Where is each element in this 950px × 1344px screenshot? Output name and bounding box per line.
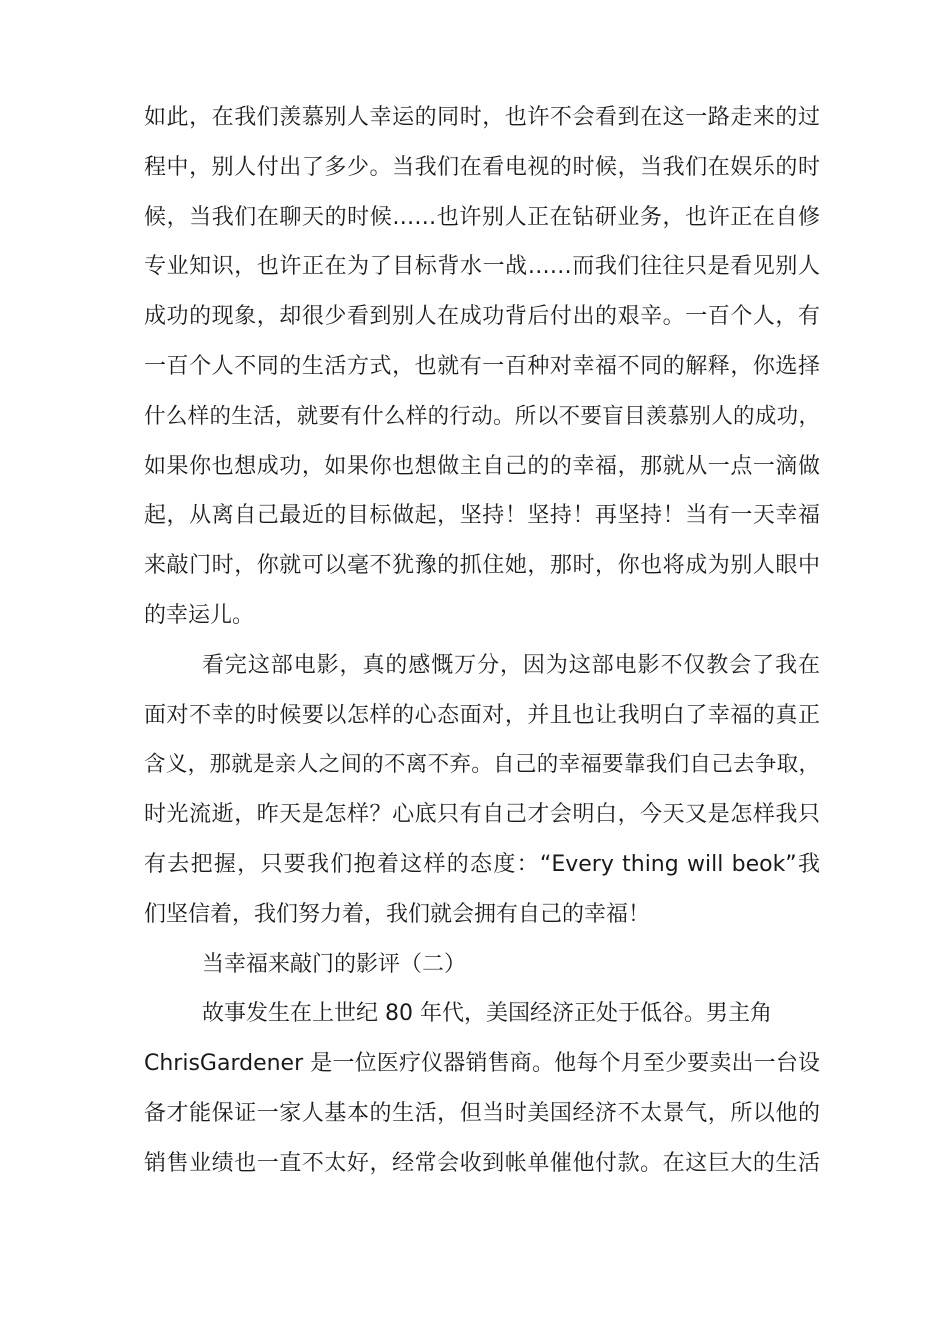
text-line: 如果你也想成功，如果你也想做主自己的的幸福，那就从一点一滴做 [144, 453, 820, 479]
text-line: 程中，别人付出了多少。当我们在看电视的时候，当我们在娱乐的时 [144, 154, 820, 180]
text-line: 看完这部电影，真的感慨万分，因为这部电影不仅教会了我在 [202, 652, 820, 678]
text-line: 备才能保证一家人基本的生活，但当时美国经济不太景气，所以他的 [144, 1100, 820, 1126]
text-line: 一百个人不同的生活方式，也就有一百种对幸福不同的解释，你选择 [144, 353, 820, 379]
text-line: 成功的现象，却很少看到别人在成功背后付出的艰辛。一百个人，有 [144, 304, 820, 330]
text-line: 的幸运儿。 [144, 602, 255, 628]
text-line: 含义，那就是亲人之间的不离不弃。自己的幸福要靠我们自己去争取， [144, 752, 820, 778]
text-line: 当幸福来敲门的影评（二） [202, 951, 467, 977]
text-line: 起，从离自己最近的目标做起，坚持！坚持！再坚持！当有一天幸福 [144, 503, 820, 529]
text-line: 来敲门时，你就可以毫不犹豫的抓住她，那时，你也将成为别人眼中 [144, 553, 820, 579]
text-line: 销售业绩也一直不太好，经常会收到帐单催他付款。在这巨大的生活 [144, 1150, 820, 1176]
text-line: 候，当我们在聊天的时候……也许别人正在钻研业务，也许正在自修 [144, 204, 820, 230]
text-line: ChrisGardener 是一位医疗仪器销售商。他每个月至少要卖出一台设 [144, 1051, 820, 1077]
text-line: 什么样的生活，就要有什么样的行动。所以不要盲目羡慕别人的成功， [144, 403, 820, 429]
text-line: 面对不幸的时候要以怎样的心态面对，并且也让我明白了幸福的真正 [144, 702, 820, 728]
document-body [144, 93, 820, 1189]
text-line: 故事发生在上世纪 80 年代，美国经济正处于低谷。男主角 [202, 1001, 772, 1027]
text-line: 们坚信着，我们努力着，我们就会拥有自己的幸福！ [144, 901, 651, 927]
text-line: 有去把握，只要我们抱着这样的态度：“Every thing will beok”我 [144, 851, 820, 877]
text-line: 如此，在我们羡慕别人幸运的同时，也许不会看到在这一路走来的过 [144, 105, 820, 130]
text-line: 时光流逝，昨天是怎样？心底只有自己才会明白，今天又是怎样我只 [144, 802, 820, 828]
text-line: 专业知识，也许正在为了目标背水一战……而我们往往只是看见别人 [144, 254, 820, 280]
